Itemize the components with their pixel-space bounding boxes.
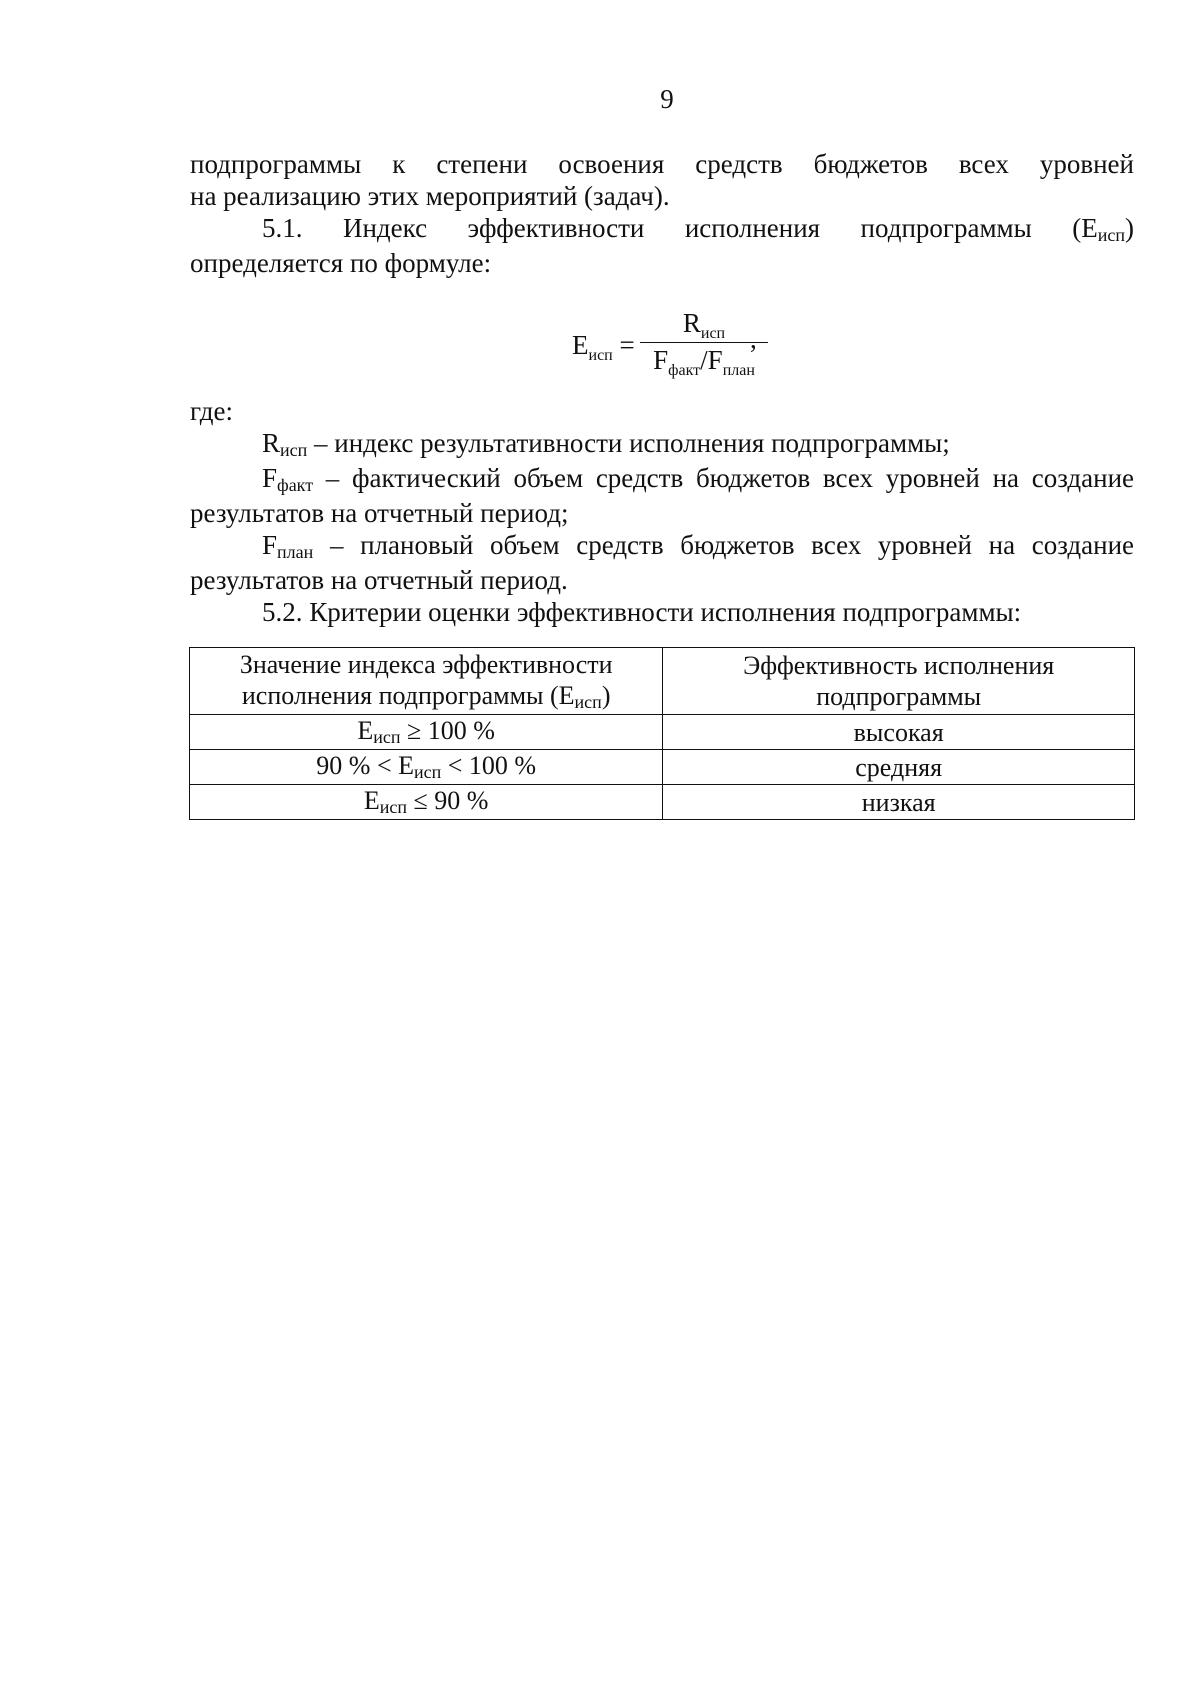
definition-r — [190, 427, 1134, 462]
condition-prefix: E — [363, 786, 380, 815]
criteria-heading: 5.2. Критерии оценки эффективности исполнения подпрограммы: — [262, 597, 1022, 627]
formula-denominator — [640, 343, 768, 382]
where-label: где: — [190, 396, 233, 426]
header-index-close: ) — [601, 680, 611, 710]
definition-fplan-line2: результатов на отчетный период. — [190, 565, 568, 595]
paragraph-5-1 — [190, 212, 1134, 279]
table-row — [190, 750, 1135, 785]
formula-num-symbol: R — [682, 308, 701, 338]
formula-numerator — [640, 308, 768, 343]
definition-ffakt-line2: результатов на отчетный период; — [190, 498, 569, 528]
formula-num-subscript: исп — [700, 325, 726, 342]
criteria-table — [189, 647, 1135, 820]
condition-subscript: исп — [373, 727, 401, 747]
condition-prefix: 90 % < E — [316, 751, 414, 780]
formula-lhs-symbol: E — [572, 330, 589, 360]
definition-ffakt-subscript: факт — [277, 475, 314, 495]
definition-ffakt-line1 — [190, 462, 1134, 497]
condition-suffix: ≤ 90 % — [407, 786, 489, 815]
definition-fplan-line1 — [190, 529, 1134, 564]
paragraph-5-1-line1 — [190, 212, 1134, 247]
table-row — [190, 715, 1135, 750]
paragraph-5-1-line2: определяется по формуле: — [190, 248, 492, 278]
condition-subscript: исп — [413, 762, 442, 782]
condition-suffix: ≥ 100 % — [400, 716, 495, 745]
definition-fplan-text: – плановый объем средств бюджетов всех уровней на создание — [313, 530, 1134, 560]
header-index-subscript: исп — [574, 691, 602, 712]
paragraph-5-1-close: ) — [1125, 213, 1134, 243]
formula-den1-subscript: факт — [668, 362, 701, 379]
table-row — [190, 785, 1135, 820]
condition-suffix: < 100 % — [441, 751, 537, 780]
definitions-block — [190, 395, 1134, 628]
header-index-line1: Значение индекса эффективности — [239, 649, 613, 679]
criteria-table-wrapper — [189, 647, 1135, 820]
formula-den2-subscript: план — [722, 362, 755, 379]
formula-den2-symbol: F — [707, 345, 723, 375]
header-efficiency — [663, 648, 1135, 715]
formula-slash: / — [700, 345, 708, 375]
condition-subscript: исп — [379, 797, 408, 817]
definition-r-text: – индекс результативности исполнения подпрограммы; — [307, 428, 950, 458]
formula-fraction — [640, 308, 768, 382]
paragraph-5-1-text: 5.1. Индекс эффективности исполнения подпрограммы (E — [262, 213, 1098, 243]
definition-ffakt-symbol: F — [262, 463, 278, 493]
paragraph-intro-line2: на реализацию этих мероприятий (задач). — [190, 181, 670, 211]
condition-prefix: E — [357, 716, 374, 745]
table-cell-rating: низкая — [663, 785, 1135, 820]
table-cell-condition — [190, 715, 663, 750]
table-cell-rating: высокая — [663, 715, 1135, 750]
criteria-table-header — [190, 648, 1135, 715]
table-cell-rating: средняя — [663, 750, 1135, 785]
paragraph-intro — [190, 148, 1134, 212]
paragraph-5-1-subscript: исп — [1097, 225, 1125, 245]
definition-ffakt-text: – фактический объем средств бюджетов всех уровней на создание — [313, 463, 1134, 493]
definition-r-symbol: R — [262, 428, 281, 458]
formula-comma: , — [750, 324, 757, 354]
paragraph-intro-line1: подпрограммы к степени освоения средств бюджетов всех уровней — [190, 149, 1134, 179]
definition-r-subscript: исп — [280, 440, 308, 460]
header-efficiency-line2: подпрограммы — [816, 682, 982, 711]
formula-den1-symbol: F — [653, 345, 669, 375]
formula-lhs — [572, 330, 635, 365]
table-cell-condition — [190, 785, 663, 820]
header-index-line2: исполнения подпрограммы (E — [241, 680, 575, 710]
header-efficiency-line1: Эффективность исполнения — [743, 651, 1055, 680]
table-cell-condition — [190, 750, 663, 785]
header-index-value — [190, 648, 663, 715]
definition-fplan-subscript: план — [277, 542, 314, 562]
formula-equals: = — [619, 330, 635, 360]
definition-fplan-symbol: F — [262, 530, 278, 560]
formula-lhs-subscript: исп — [588, 347, 613, 364]
page-number: 9 — [660, 84, 674, 114]
